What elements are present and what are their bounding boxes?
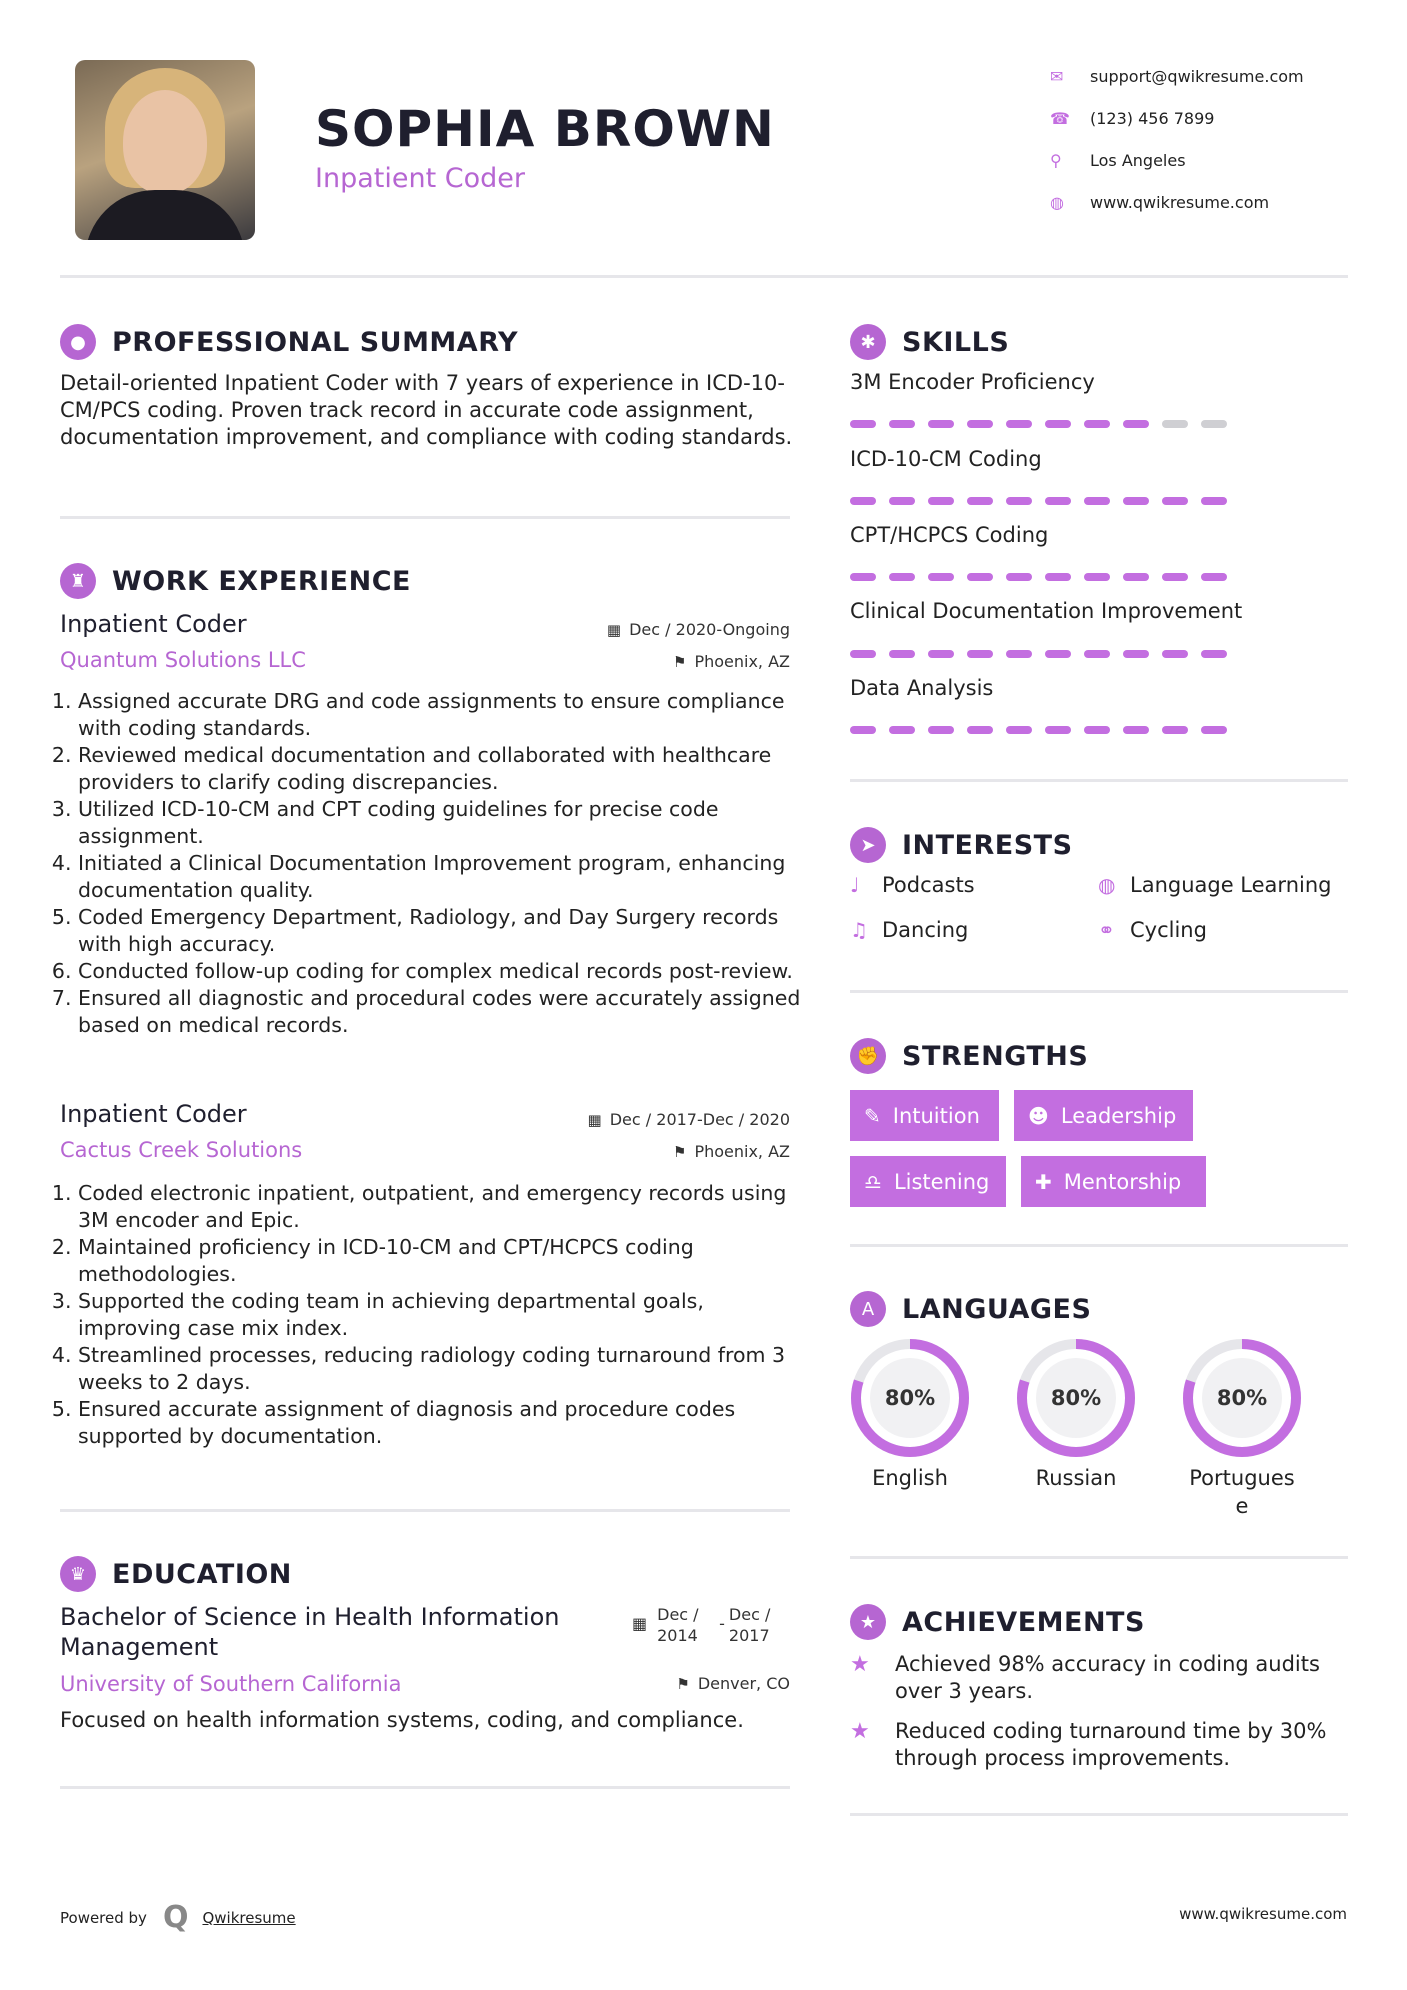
job-bullets — [60, 1180, 813, 1450]
achievement-text: Reduced coding turnaround time by 30% through process improvements. — [895, 1719, 1327, 1770]
location-text: Phoenix, AZ — [694, 1142, 790, 1161]
contact-text: support@qwikresume.com — [1090, 66, 1304, 86]
skill-name: ICD-10-CM Coding — [850, 447, 1042, 471]
bicycle-icon: ⚭ — [1098, 918, 1115, 942]
education-dates — [632, 1604, 779, 1646]
microphone-icon: ♩ — [850, 873, 860, 897]
skill-dot — [1123, 650, 1149, 658]
language-percent: 80% — [884, 1386, 936, 1410]
section-divider — [850, 779, 1348, 782]
list-item: 2. Maintained proficiency in ICD-10-CM and CPT/HCPCS coding methodologies. — [78, 1234, 813, 1288]
section-divider — [60, 1786, 790, 1789]
profile-photo — [75, 60, 255, 240]
list-item: 1. Coded electronic inpatient, outpatient, and emergency records using 3M encoder and Epic. — [78, 1180, 813, 1234]
skill-dot — [850, 497, 876, 505]
skill-dot — [1162, 650, 1188, 658]
skill-dot — [850, 420, 876, 428]
interest-item — [1098, 873, 1331, 897]
skill-dot — [1162, 726, 1188, 734]
pin-icon: ⚑ — [676, 1675, 690, 1693]
skill-dot — [928, 650, 954, 658]
headphones-icon: ♎ — [864, 1169, 882, 1194]
section-title: STRENGTHS — [902, 1040, 1089, 1072]
skill-dot — [889, 650, 915, 658]
skill-dot — [1162, 497, 1188, 505]
skill-dot — [1084, 420, 1110, 428]
list-item: 2. Reviewed medical documentation and collaborated with healthcare providers to clarify coding discrepancies. — [78, 742, 813, 796]
graduate-icon: ♛ — [60, 1556, 96, 1592]
magic-wand-icon: ✎ — [864, 1103, 881, 1128]
job-company: Cactus Creek Solutions — [60, 1138, 303, 1162]
skill-dot — [967, 573, 993, 581]
section-title: INTERESTS — [902, 829, 1073, 861]
skill-dot — [1201, 497, 1227, 505]
calendar-icon: ▦ — [606, 621, 622, 639]
skill-dot — [967, 650, 993, 658]
summary-heading — [60, 324, 518, 360]
skill-dot — [928, 420, 954, 428]
job-dates — [588, 1110, 790, 1129]
contact-list — [1050, 55, 1304, 223]
stars-icon: ★ — [850, 1652, 870, 1677]
section-divider — [850, 990, 1348, 993]
pin-icon: ⚑ — [672, 1143, 687, 1161]
skill-dot — [1045, 573, 1071, 581]
list-item: 4. Initiated a Clinical Documentation Improvement program, enhancing documentation quality. — [78, 850, 813, 904]
job-title: Inpatient Coder — [60, 610, 247, 638]
skill-dot — [1123, 420, 1149, 428]
section-divider — [850, 1556, 1348, 1559]
skill-dot — [1045, 726, 1071, 734]
paper-plane-icon: ➤ — [850, 827, 886, 863]
strength-badge — [1021, 1156, 1206, 1207]
skill-dot — [850, 573, 876, 581]
language-item — [1001, 1338, 1151, 1492]
language-name: English — [872, 1466, 948, 1490]
date-separator: - — [719, 1614, 725, 1633]
skill-dot — [1045, 497, 1071, 505]
languages-heading — [850, 1291, 1091, 1327]
list-item: 1. Assigned accurate DRG and code assignments to ensure compliance with coding standards. — [78, 688, 813, 742]
job-dates — [607, 620, 790, 639]
skill-dot — [1084, 497, 1110, 505]
contact-location — [1050, 139, 1304, 181]
users-icon: ☻ — [1028, 1103, 1049, 1128]
skill-dot — [967, 497, 993, 505]
qwikresume-logo-icon: Q — [162, 1900, 189, 1935]
list-item: 3. Supported the coding team in achieving departmental goals, improving case mix index. — [78, 1288, 813, 1342]
powered-by-label: Powered by — [60, 1908, 147, 1927]
skill-dot — [1162, 420, 1188, 428]
list-item: 5. Ensured accurate assignment of diagnosis and procedure codes supported by documentation. — [78, 1396, 813, 1450]
contact-website[interactable] — [1050, 181, 1304, 223]
summary-text: Detail-oriented Inpatient Coder with 7 years of experience in ICD-10-CM/PCS coding. Proven track record in accurate code assignment, documentation improvement, and compliance with coding standards. — [60, 371, 793, 449]
section-title: EDUCATION — [112, 1558, 292, 1590]
skill-dot — [1123, 726, 1149, 734]
language-percent: 80% — [1216, 1386, 1268, 1410]
strength-badge — [850, 1090, 999, 1141]
skill-dot — [1123, 573, 1149, 581]
interest-item — [850, 873, 975, 897]
skill-dot — [1084, 650, 1110, 658]
skill-dot — [1201, 573, 1227, 581]
candidate-name: SOPHIA BROWN — [315, 100, 775, 158]
section-divider — [60, 516, 790, 519]
strength-badge — [1014, 1090, 1193, 1141]
skill-rating — [850, 573, 1227, 581]
work-heading — [60, 563, 411, 599]
interest-label: Language Learning — [1130, 873, 1332, 897]
stars-icon: ★ — [850, 1719, 870, 1744]
education-description: Focused on health information systems, coding, and compliance. — [60, 1708, 744, 1732]
skill-dot — [1045, 650, 1071, 658]
skill-dot — [1201, 420, 1227, 428]
language-item — [1167, 1338, 1317, 1520]
section-title: PROFESSIONAL SUMMARY — [112, 326, 519, 358]
skill-rating — [850, 726, 1227, 734]
school-name: University of Southern California — [60, 1672, 402, 1696]
skill-dot — [1045, 420, 1071, 428]
language-name: Portugues e — [1189, 1466, 1295, 1518]
interest-item — [850, 918, 968, 942]
section-title: ACHIEVEMENTS — [902, 1606, 1145, 1638]
header-divider — [60, 275, 1348, 278]
location-icon: ⚲ — [1050, 150, 1062, 170]
user-icon: ● — [60, 324, 96, 360]
skill-name: 3M Encoder Proficiency — [850, 370, 1095, 394]
skill-dot — [1006, 726, 1032, 734]
skill-name: CPT/HCPCS Coding — [850, 523, 1049, 547]
strength-label: Intuition — [892, 1103, 980, 1128]
pin-icon: ⚑ — [672, 653, 687, 671]
list-item: 3. Utilized ICD-10-CM and CPT coding guidelines for precise code assignment. — [78, 796, 813, 850]
achievement-text: Achieved 98% accuracy in coding audits over 3 years. — [895, 1652, 1320, 1703]
date-text: Dec / 2017-Dec / 2020 — [609, 1110, 790, 1129]
skill-dot — [850, 726, 876, 734]
interest-item — [1098, 918, 1207, 942]
skill-rating — [850, 497, 1227, 505]
job-bullets — [60, 688, 813, 1039]
skill-dot — [928, 726, 954, 734]
contact-text: Los Angeles — [1090, 150, 1186, 170]
location-text: Phoenix, AZ — [694, 652, 790, 671]
date-start: Dec / 2014 — [657, 1605, 699, 1645]
skill-dot — [1084, 573, 1110, 581]
language-name: Russian — [1035, 1466, 1117, 1490]
brand-link[interactable]: Qwikresume — [202, 1908, 296, 1927]
chair-icon: ♜ — [60, 563, 96, 599]
list-item: 6. Conducted follow-up coding for complex medical records post-review. — [78, 958, 813, 985]
achievements-heading — [850, 1604, 1145, 1640]
list-item: 7. Ensured all diagnostic and procedural codes were accurately assigned based on medical records. — [78, 985, 813, 1039]
contact-text: (123) 456 7899 — [1090, 108, 1215, 128]
language-ring — [1182, 1338, 1302, 1458]
contact-phone[interactable] — [1050, 97, 1304, 139]
date-end: Dec / 2017 — [728, 1605, 771, 1645]
language-ring — [850, 1338, 970, 1458]
list-item: 5. Coded Emergency Department, Radiology, and Day Surgery records with high accuracy. — [78, 904, 813, 958]
strength-badge — [850, 1156, 1006, 1207]
skill-dot — [1201, 726, 1227, 734]
skill-dot — [889, 573, 915, 581]
globe-icon: ◍ — [1050, 192, 1064, 212]
interests-heading — [850, 827, 1073, 863]
lightbulb-icon: ✱ — [850, 324, 886, 360]
phone-icon: ☎ — [1050, 108, 1070, 128]
job-title: Inpatient Coder — [60, 1100, 247, 1128]
calendar-icon: ▦ — [632, 1614, 648, 1633]
skill-dot — [850, 650, 876, 658]
skill-dot — [1006, 650, 1032, 658]
skill-dot — [928, 573, 954, 581]
degree-title: Bachelor of Science in Health Information Management — [60, 1603, 560, 1661]
achievement-item — [850, 1718, 1348, 1772]
skill-rating — [850, 650, 1227, 658]
language-ring — [1016, 1338, 1136, 1458]
music-note-icon: ♫ — [850, 918, 868, 942]
star-badge-icon: ★ — [850, 1604, 886, 1640]
skill-dot — [1006, 497, 1032, 505]
skill-dot — [1162, 573, 1188, 581]
date-text: Dec / 2020-Ongoing — [629, 620, 790, 639]
strength-label: Listening — [893, 1169, 990, 1194]
job-location — [673, 1142, 790, 1161]
section-title: WORK EXPERIENCE — [112, 565, 411, 597]
strength-label: Mentorship — [1063, 1169, 1182, 1194]
strengths-heading — [850, 1038, 1088, 1074]
contact-text: www.qwikresume.com — [1090, 192, 1270, 212]
section-divider — [60, 1509, 790, 1512]
skill-dot — [967, 420, 993, 428]
skill-dot — [1201, 650, 1227, 658]
strength-label: Leadership — [1060, 1103, 1177, 1128]
skill-dot — [1084, 726, 1110, 734]
skill-rating — [850, 420, 1227, 428]
skill-dot — [889, 420, 915, 428]
job-location — [673, 652, 790, 671]
language-item — [835, 1338, 985, 1492]
skill-dot — [1006, 573, 1032, 581]
section-title: SKILLS — [902, 326, 1010, 358]
skill-name: Data Analysis — [850, 676, 994, 700]
job-company: Quantum Solutions LLC — [60, 648, 306, 672]
list-item: 4. Streamlined processes, reducing radiology coding turnaround from 3 weeks to 2 days. — [78, 1342, 813, 1396]
email-icon: ✉ — [1050, 66, 1064, 86]
section-divider — [850, 1813, 1348, 1816]
language-percent: 80% — [1050, 1386, 1102, 1410]
achievement-item — [850, 1651, 1348, 1705]
skill-dot — [889, 497, 915, 505]
footer-branding — [60, 1900, 296, 1935]
skill-dot — [967, 726, 993, 734]
skill-dot — [1123, 497, 1149, 505]
education-heading — [60, 1556, 292, 1592]
footer-website[interactable]: www.qwikresume.com — [1179, 1905, 1347, 1923]
user-plus-icon: ✚ — [1035, 1169, 1052, 1194]
calendar-icon: ▦ — [587, 1111, 602, 1129]
skill-dot — [928, 497, 954, 505]
interest-label: Dancing — [882, 918, 969, 942]
language-icon: A — [850, 1291, 886, 1327]
interest-label: Cycling — [1130, 918, 1207, 942]
section-title: LANGUAGES — [902, 1293, 1092, 1325]
candidate-role: Inpatient Coder — [315, 163, 525, 194]
education-location — [676, 1674, 790, 1693]
skill-dot — [1006, 420, 1032, 428]
skill-dot — [889, 726, 915, 734]
section-divider — [850, 1244, 1348, 1247]
location-text: Denver, CO — [697, 1674, 790, 1693]
skills-heading — [850, 324, 1009, 360]
skill-name: Clinical Documentation Improvement — [850, 599, 1243, 623]
fist-icon: ✊ — [850, 1038, 886, 1074]
globe-icon: ◍ — [1098, 873, 1116, 897]
contact-email[interactable] — [1050, 55, 1304, 97]
interest-label: Podcasts — [882, 873, 975, 897]
